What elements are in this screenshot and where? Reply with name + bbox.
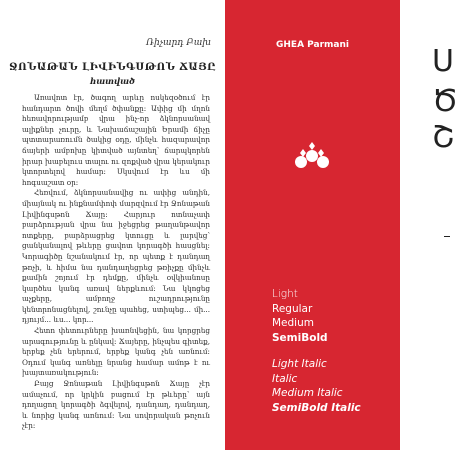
weight-medium-italic: Medium Italic xyxy=(272,387,343,400)
body-text xyxy=(22,93,210,432)
font-brand: GHEA Parmani xyxy=(276,40,349,50)
author-name: Ռիչարդ Բախ xyxy=(146,38,211,48)
paragraph: Հետո փետուրները խառնվեցին, նա կորցրեց արագությունը և ընկավ։ Ճայերը, ինչպես գիտեք, երբեք չեն երերում, երբեք կանգ չեն առնում։ Օդում կանգ առնելը նրանց համար ամոթ է ու խայտառակություն։ xyxy=(22,326,210,378)
weight-regular: Regular xyxy=(272,302,313,315)
ornament-right-fruit xyxy=(317,156,329,168)
weight-semibold-italic: SemiBold Italic xyxy=(272,401,361,414)
glyph-sample: Ծ xyxy=(432,84,458,119)
weight-semibold: SemiBold xyxy=(272,331,328,344)
ornament-center-fruit xyxy=(306,150,318,162)
font-weights-list xyxy=(272,287,328,345)
text-page xyxy=(0,0,225,450)
pomegranate-icon xyxy=(292,142,332,170)
weight-light-italic: Light Italic xyxy=(272,358,327,370)
book-subtitle: հատված xyxy=(89,77,136,87)
ornament-left-leaf xyxy=(300,149,306,157)
ornament-top-leaf xyxy=(309,142,315,150)
paragraph: Բայց Ջոնաթան Լիվինգսթոն Ճայը չէր ամաչում, որ կրկին բացում էր թևերը՝ այն դողացող կորագծի ձգվելով, դանդաղ, դանդաղ, և նորից կանգ առնում։ Նա սովորական թռչուն չէր։ xyxy=(22,379,210,431)
font-italics-list xyxy=(272,357,361,415)
glyph-sample: Ս xyxy=(432,44,454,79)
paragraph: Առավոտ էր, ծագող արևը ոսկեզօծում էր հանդարտ ծովի մեղմ ծփանքը։ Ափից մի մղոն հեռավորությամբ վրա ինչ-որ ձկնորսանավ ալիքներ չուրը, և Նախաճաշային Երամի ճիչը պտտարառումն ծակից օդը, մինչև հազարավոր ճայերի ամբոխը կիտված այնտեղ՝ ճարպկորեն իրար խաբելուս տալու ու զոքված վրա կերակուր կտորտելով համար։ Սկսվում էր ևս մի հոգսաշատ օր։ xyxy=(22,93,210,187)
paragraph: Հեռվում, ձկնորսանավից ու ափից անդին, միայնակ ու ինքնամփոփ մարզվում էր Ջոնաթան Լիվինգսթոն Ճայը։ Հարյուր ոտնաչափ բարձրության վրա նա իջեցրեց թաղանթավոր ոտքերը, բարձրացրեց կտուցը և լարվեց՝ ցանկանալով թևերը ցավոտ կորագծի հասցնել։ Կորագիծը նշանակում էր, որ պետք է դանդաղ թռչի, և հիմա նա դանդաղեցրեց թռիչքը մինչև քամին շոյում էր դեմքը, մինչև օվկիանոսը կարծես կանգ առավ ներքևում։ Նա կկոցեց աչքերը, ամբողջ ուշադրությունը կենտրոնացնելով, շունչը պահեց, ստիպեց... մի... դյույմ... ևս... կոր... xyxy=(22,188,210,325)
ornament-right-leaf xyxy=(318,149,324,157)
weight-medium: Medium xyxy=(272,317,314,330)
ornament-left-fruit xyxy=(295,156,307,168)
divider xyxy=(444,236,450,237)
glyph-sample: Շ xyxy=(432,120,455,155)
weight-light: Light xyxy=(272,288,298,300)
glyph-sample-page xyxy=(400,0,458,450)
weight-italic: Italic xyxy=(272,372,298,385)
font-specimen-panel xyxy=(225,0,400,450)
book-title: ՋՈՆԱԹԱՆ ԼԻՎԻՆԳՍԹՈՆ ՃԱՅԸ xyxy=(9,62,216,73)
